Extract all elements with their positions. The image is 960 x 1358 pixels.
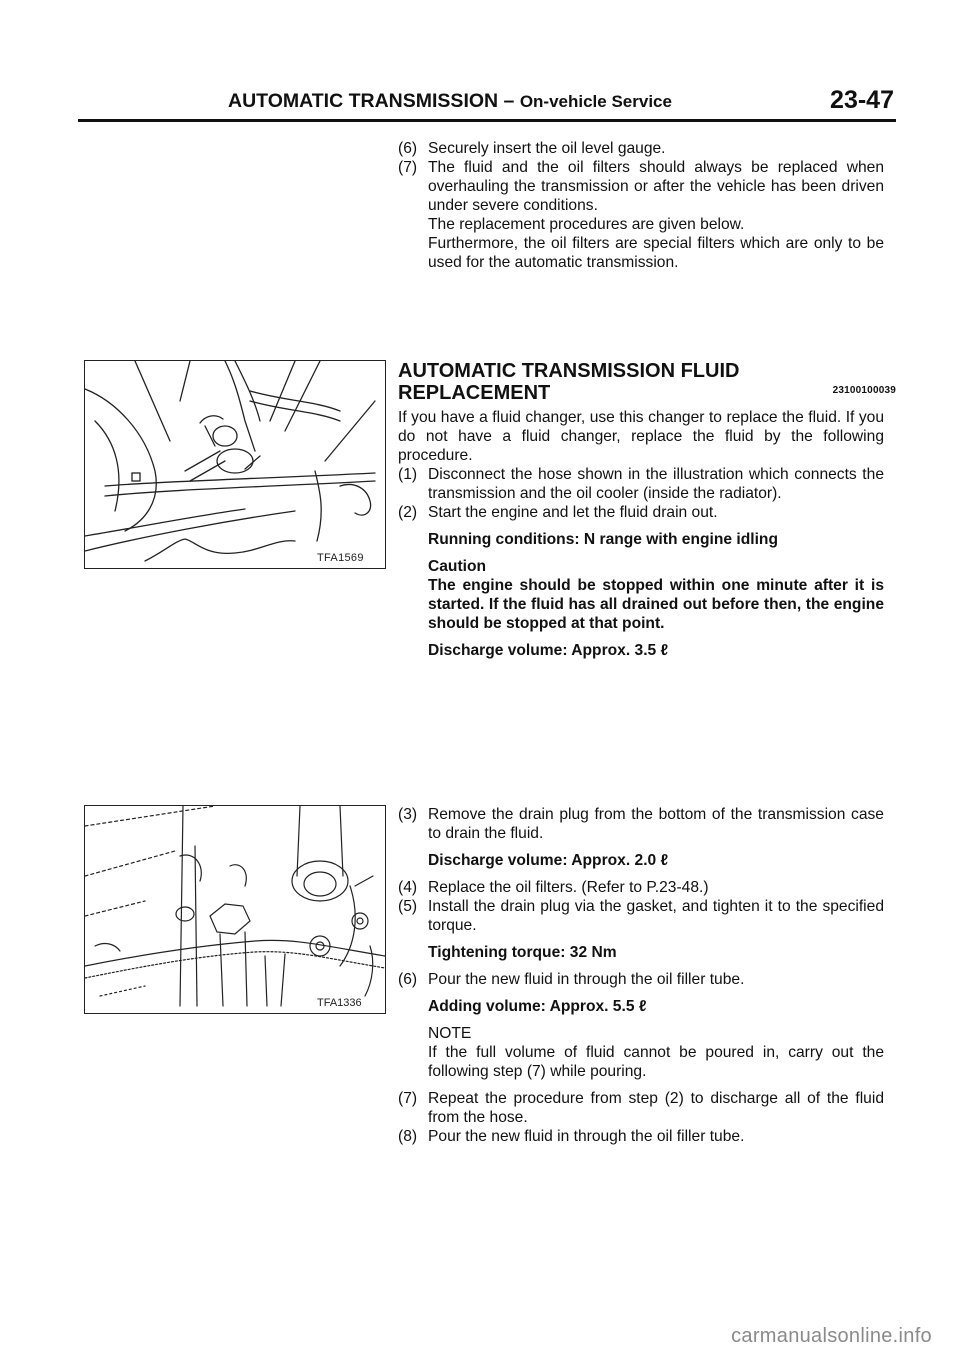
section-heading-line1: AUTOMATIC TRANSMISSION FLUID [398, 360, 740, 382]
intro-step-7-line3: Furthermore, the oil filters are special filters which are only to be used for the automatic transmission. [428, 235, 884, 271]
procedure-part-1 [398, 408, 884, 660]
section-subtitle: On-vehicle Service [519, 92, 672, 111]
caution-text: The engine should be stopped within one minute after it is started. If the fluid has all drained out before then, the engine should be stopped at that point. [428, 577, 884, 632]
intro-step-7-line2: The replacement procedures are given below. [428, 216, 745, 233]
note-title: NOTE [428, 1025, 472, 1042]
page-header [78, 86, 896, 116]
figure-hose-connection [84, 360, 386, 569]
procedure-part-2 [398, 805, 884, 1146]
figure-drain-plug [84, 805, 386, 1014]
intro-steps [398, 139, 884, 272]
step-8: (8) Pour the new fluid in through the oil filler tube. [398, 1128, 745, 1145]
section-heading [398, 360, 896, 404]
section-code: 23100100039 [832, 385, 896, 396]
step-6: (6) Pour the new fluid in through the oil filler tube. [398, 971, 745, 988]
step-5: (5) Install the drain plug via the gasket, and tighten it to the specified torque. [398, 898, 884, 934]
note-text: If the full volume of fluid cannot be poured in, carry out the following step (7) while pouring. [428, 1044, 884, 1080]
figure-1-label: TFA1569 [317, 552, 364, 564]
step-3: (3) Remove the drain plug from the bottom of the transmission case to drain the fluid. [398, 806, 884, 842]
step-4: (4) Replace the oil filters. (Refer to P.23-48.) [398, 879, 709, 896]
page-number: 23-47 [830, 86, 894, 114]
section-intro: If you have a fluid changer, use this changer to replace the fluid. If you do not have a fluid changer, replace the fluid by the following procedure. [398, 409, 884, 464]
title-separator: – [503, 90, 515, 112]
step-2: (2) Start the engine and let the fluid drain out. [398, 504, 718, 521]
running-conditions: Running conditions: N range with engine idling [428, 531, 778, 548]
drain-plug-illustration [85, 806, 385, 1013]
hose-connection-illustration [85, 361, 385, 568]
discharge-volume-1: Discharge volume: Approx. 3.5 ℓ [428, 642, 669, 659]
step-1: (1) Disconnect the hose shown in the illustration which connects the transmission and the oil cooler (inside the radiator). [398, 466, 884, 502]
header-rule [78, 119, 896, 122]
watermark: carmanualsonline.info [731, 1325, 932, 1347]
intro-step-6: (6) Securely insert the oil level gauge. [398, 140, 666, 157]
step-7: (7) Repeat the procedure from step (2) to discharge all of the fluid from the hose. [398, 1090, 884, 1126]
figure-2-label: TFA1336 [317, 997, 362, 1009]
caution-title: Caution [428, 558, 487, 575]
section-title: AUTOMATIC TRANSMISSION [228, 90, 499, 112]
section-heading-line2: REPLACEMENT [398, 382, 551, 404]
intro-step-7: (7) The fluid and the oil filters should always be replaced when overhauling the transmission or after the vehicle has been driven under severe conditions. [398, 159, 884, 214]
tightening-torque: Tightening torque: 32 Nm [428, 944, 617, 961]
header-title [228, 90, 672, 113]
discharge-volume-2: Discharge volume: Approx. 2.0 ℓ [428, 852, 669, 869]
adding-volume: Adding volume: Approx. 5.5 ℓ [428, 998, 647, 1015]
